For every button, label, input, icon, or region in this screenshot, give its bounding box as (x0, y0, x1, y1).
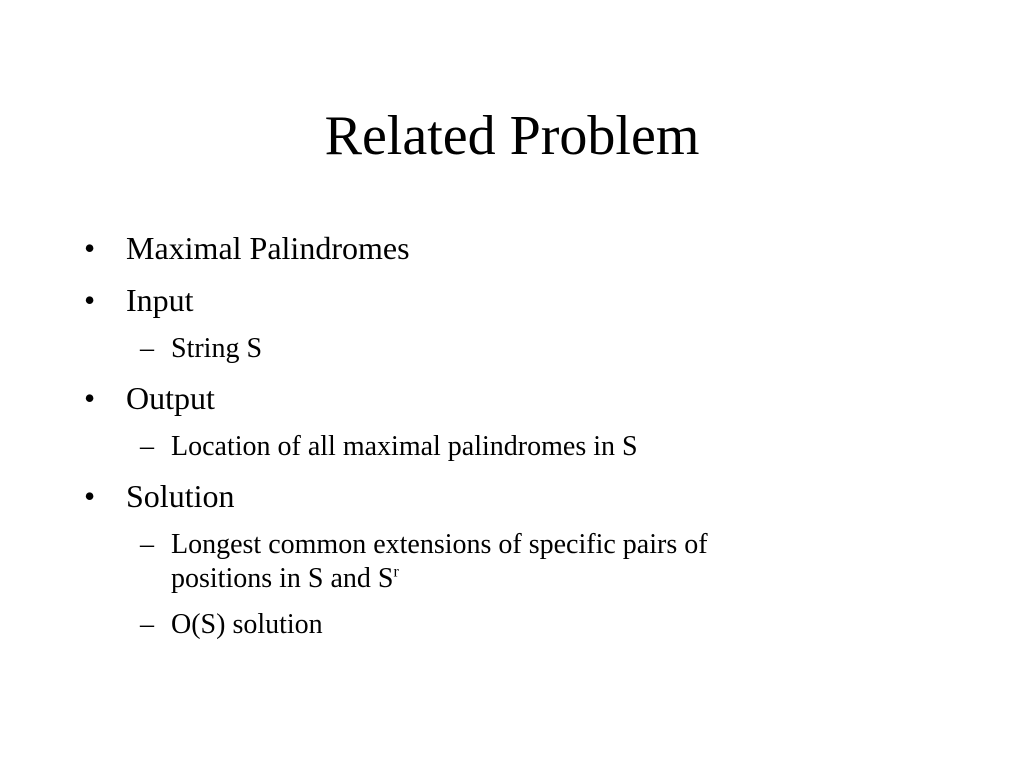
slide-title: Related Problem (324, 105, 700, 167)
bullet-item-output (84, 378, 215, 418)
bullet-label: Output (126, 380, 215, 416)
sub-bullet-label-line-1: Longest common extensions of specific pairs of (171, 529, 708, 560)
sub-bullet-text-block (171, 528, 891, 596)
bullet-marker: • (84, 478, 96, 514)
bullet-item-input (84, 280, 194, 320)
bullet-marker: • (84, 230, 96, 266)
sub-bullet-marker: – (140, 609, 154, 640)
bullet-marker: • (84, 282, 96, 318)
bullet-item-solution (84, 476, 234, 516)
bullet-marker: • (84, 380, 96, 416)
sub-bullet-label: String S (171, 333, 263, 364)
sub-bullet-label-line-2: positions in S and S (171, 563, 394, 594)
sub-bullet-marker: – (140, 529, 154, 560)
sub-bullet-marker: – (140, 333, 154, 364)
sub-item-longest-common-extensions (140, 528, 891, 596)
bullet-item-maximal-palindromes (84, 228, 410, 268)
superscript-r: r (393, 563, 399, 581)
sub-bullet-marker: – (140, 431, 154, 462)
bullet-label: Solution (126, 478, 235, 514)
sub-bullet-label: Location of all maximal palindromes in S (171, 431, 638, 462)
bullet-label: Maximal Palindromes (126, 230, 410, 266)
bullet-label: Input (126, 282, 194, 318)
sub-bullet-label: O(S) solution (171, 609, 323, 640)
sub-item-string-s (140, 332, 262, 366)
sub-item-os-solution (140, 608, 323, 642)
sub-item-location-maximal-palindromes (140, 430, 638, 464)
